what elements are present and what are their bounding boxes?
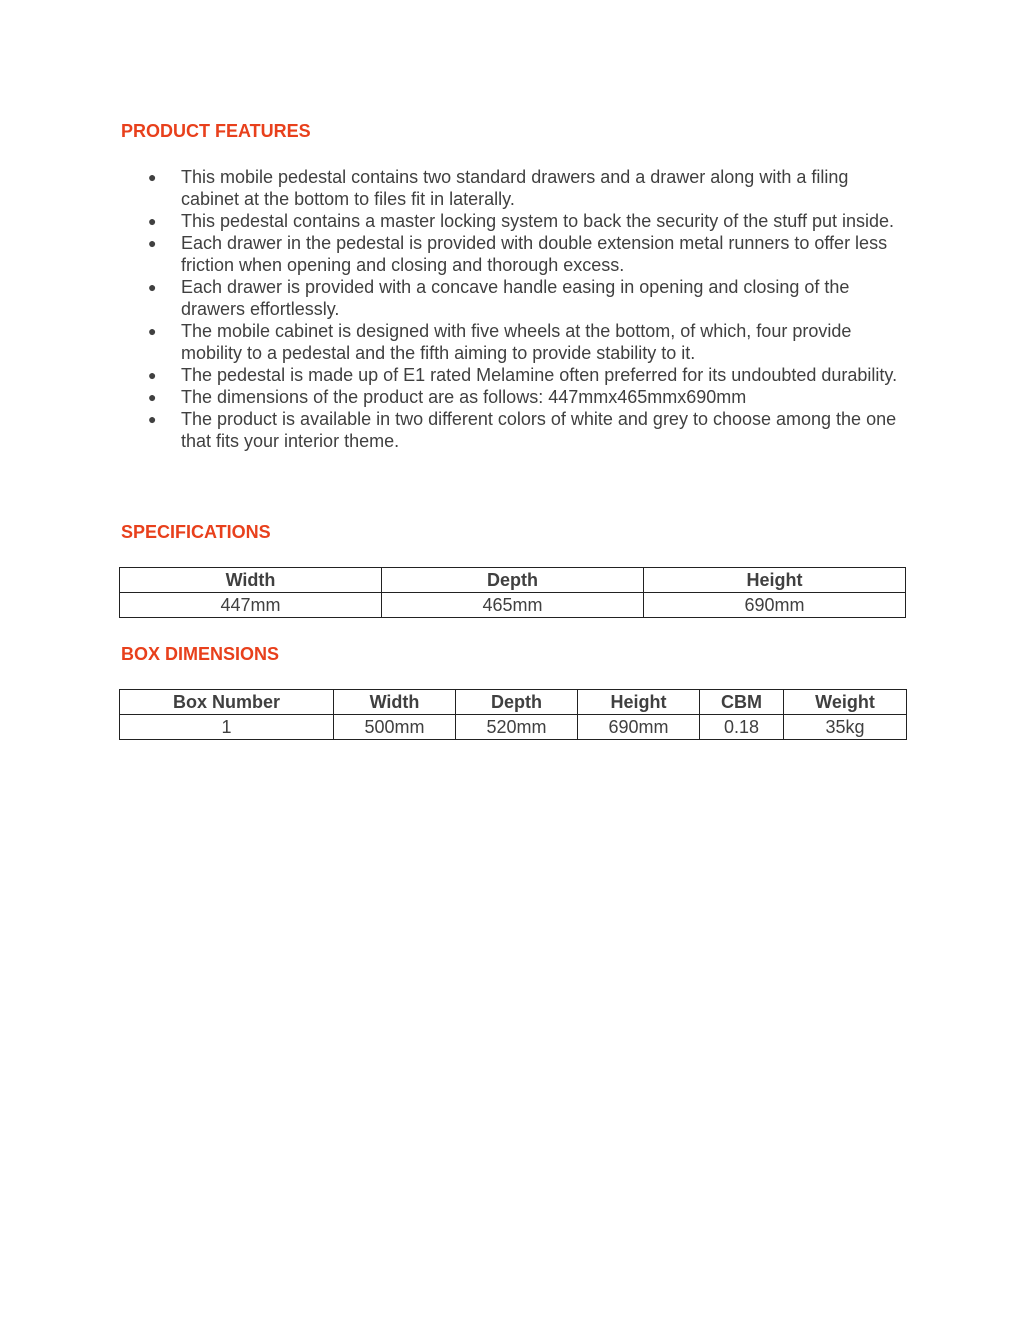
column-header-height: Height [578,690,700,715]
table-cell: 1 [120,715,334,740]
list-item [121,320,911,364]
bullet-icon: ● [148,411,157,427]
table-cell: 690mm [644,593,906,618]
bullet-icon: ● [148,279,157,295]
table-header-row [120,568,906,593]
table-cell: 447mm [120,593,382,618]
feature-text: Each drawer in the pedestal is provided with double extension metal runners to offer less friction when opening and closing and thorough excess. [181,233,888,275]
feature-text: The pedestal is made up of E1 rated Melamine often preferred for its undoubted durability. [181,365,898,385]
list-item [121,276,911,320]
table-cell: 520mm [456,715,578,740]
feature-text: Each drawer is provided with a concave handle easing in opening and closing of the drawers effortlessly. [181,277,850,319]
bullet-icon: ● [148,213,157,229]
feature-list [121,166,911,452]
table-cell: 500mm [334,715,456,740]
bullet-icon: ● [148,169,157,185]
column-header-width: Width [120,568,382,593]
specifications-heading: SPECIFICATIONS [121,522,271,542]
column-header-depth: Depth [382,568,644,593]
column-header-weight: Weight [784,690,907,715]
feature-text: The product is available in two different colors of white and grey to choose among the one that fits your interior theme. [181,409,897,451]
list-item [121,386,911,408]
feature-text: This pedestal contains a master locking system to back the security of the stuff put inside. [181,211,895,231]
table-cell: 35kg [784,715,907,740]
list-item [121,210,911,232]
bullet-icon: ● [148,323,157,339]
bullet-icon: ● [148,389,157,405]
bullet-icon: ● [148,235,157,251]
column-header-depth: Depth [456,690,578,715]
product-features-heading: PRODUCT FEATURES [121,121,311,141]
column-header-width: Width [334,690,456,715]
table-header-row [120,690,907,715]
table-cell: 465mm [382,593,644,618]
specifications-table [119,567,906,618]
feature-text: This mobile pedestal contains two standard drawers and a drawer along with a filing cabinet at the bottom to files fit in laterally. [181,167,849,209]
box-dimensions-table [119,689,907,740]
list-item [121,364,911,386]
column-header-height: Height [644,568,906,593]
table-cell: 0.18 [700,715,784,740]
box-dimensions-heading: BOX DIMENSIONS [121,644,280,664]
feature-text: The dimensions of the product are as follows: 447mmx465mmx690mm [181,387,747,407]
bullet-icon: ● [148,367,157,383]
list-item [121,408,911,452]
column-header-box-number: Box Number [120,690,334,715]
table-row [120,593,906,618]
feature-text: The mobile cabinet is designed with five wheels at the bottom, of which, four provide mobility to a pedestal and the fifth aiming to provide stability to it. [181,321,852,363]
table-row [120,715,907,740]
list-item [121,232,911,276]
column-header-cbm: CBM [700,690,784,715]
list-item [121,166,911,210]
table-cell: 690mm [578,715,700,740]
